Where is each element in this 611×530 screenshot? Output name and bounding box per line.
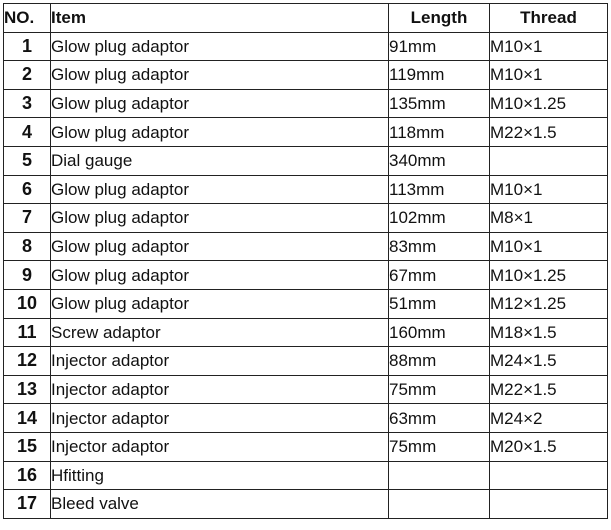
cell-thread [490,146,608,175]
cell-no: 4 [4,118,51,147]
cell-length: 75mm [389,375,490,404]
cell-item: Hfitting [51,461,389,490]
cell-thread: M12×1.25 [490,289,608,318]
cell-thread: M10×1.25 [490,89,608,118]
cell-thread: M20×1.5 [490,432,608,461]
cell-length: 135mm [389,89,490,118]
cell-item: Screw adaptor [51,318,389,347]
cell-no: 12 [4,347,51,376]
cell-no: 5 [4,146,51,175]
cell-no: 8 [4,232,51,261]
cell-thread [490,490,608,519]
cell-item: Glow plug adaptor [51,61,389,90]
cell-thread: M10×1 [490,175,608,204]
cell-length: 102mm [389,204,490,233]
table-row [4,404,608,433]
table-row [4,289,608,318]
table-row [4,461,608,490]
cell-length: 51mm [389,289,490,318]
cell-no: 14 [4,404,51,433]
cell-no: 17 [4,490,51,519]
cell-length: 63mm [389,404,490,433]
cell-no: 7 [4,204,51,233]
cell-thread: M10×1.25 [490,261,608,290]
table-row [4,318,608,347]
cell-length: 75mm [389,432,490,461]
table-row [4,261,608,290]
cell-item: Bleed valve [51,490,389,519]
table-row [4,118,608,147]
cell-item: Injector adaptor [51,375,389,404]
cell-no: 11 [4,318,51,347]
cell-thread: M24×2 [490,404,608,433]
cell-item: Glow plug adaptor [51,118,389,147]
cell-no: 3 [4,89,51,118]
cell-length [389,461,490,490]
cell-no: 6 [4,175,51,204]
table-row [4,175,608,204]
cell-no: 10 [4,289,51,318]
cell-length: 83mm [389,232,490,261]
cell-length: 67mm [389,261,490,290]
table-row [4,490,608,519]
cell-thread: M10×1 [490,32,608,61]
cell-length: 160mm [389,318,490,347]
cell-length: 113mm [389,175,490,204]
cell-length: 88mm [389,347,490,376]
cell-thread: M8×1 [490,204,608,233]
table-row [4,61,608,90]
cell-thread: M10×1 [490,61,608,90]
cell-no: 16 [4,461,51,490]
cell-item: Glow plug adaptor [51,232,389,261]
cell-length: 340mm [389,146,490,175]
cell-length [389,490,490,519]
cell-thread [490,461,608,490]
cell-item: Glow plug adaptor [51,175,389,204]
cell-item: Injector adaptor [51,347,389,376]
cell-length: 118mm [389,118,490,147]
header-thread: Thread [490,4,608,33]
cell-thread: M18×1.5 [490,318,608,347]
table-header-row [4,4,608,33]
cell-no: 9 [4,261,51,290]
table-row [4,146,608,175]
cell-item: Glow plug adaptor [51,289,389,318]
cell-item: Glow plug adaptor [51,89,389,118]
parts-table [3,3,608,519]
table-body [4,32,608,518]
cell-thread: M22×1.5 [490,375,608,404]
cell-item: Glow plug adaptor [51,32,389,61]
header-length: Length [389,4,490,33]
cell-thread: M22×1.5 [490,118,608,147]
table-row [4,32,608,61]
cell-thread: M24×1.5 [490,347,608,376]
cell-item: Glow plug adaptor [51,204,389,233]
table-row [4,89,608,118]
cell-item: Glow plug adaptor [51,261,389,290]
table-row [4,204,608,233]
cell-thread: M10×1 [490,232,608,261]
header-no: NO. [4,4,51,33]
cell-length: 91mm [389,32,490,61]
cell-no: 2 [4,61,51,90]
table-row [4,232,608,261]
cell-no: 13 [4,375,51,404]
cell-no: 15 [4,432,51,461]
cell-item: Injector adaptor [51,432,389,461]
header-item: Item [51,4,389,33]
table-row [4,347,608,376]
cell-item: Injector adaptor [51,404,389,433]
cell-item: Dial gauge [51,146,389,175]
cell-length: 119mm [389,61,490,90]
cell-no: 1 [4,32,51,61]
table-row [4,432,608,461]
table-row [4,375,608,404]
